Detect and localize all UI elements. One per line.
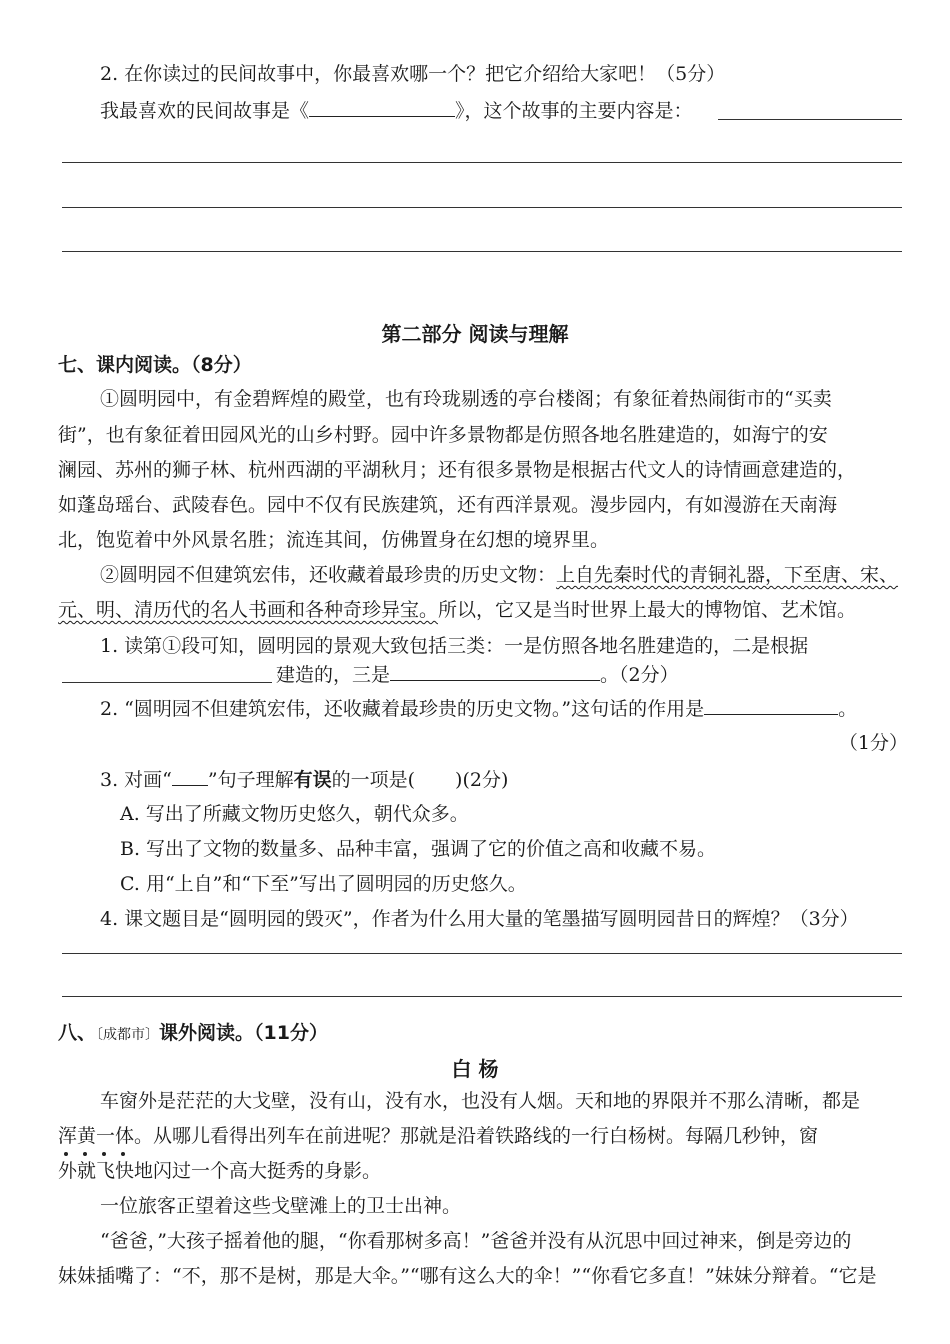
emphasis-dot <box>102 1152 106 1156</box>
section7-header: 七、课内阅读。（8分） <box>58 354 252 376</box>
story-name-blank[interactable] <box>309 98 455 117</box>
story-line: 外就飞快地闪过一个高大挺秀的身影。 <box>58 1160 382 1182</box>
q3-text: )(2分) <box>455 769 509 791</box>
q1-text-a: 建造的，三是 <box>276 664 391 686</box>
p1-line: ①圆明园中，有金碧辉煌的殿堂，也有玲珑剔透的亭台楼阁；有象征着热闹街市的“买卖 <box>100 388 832 410</box>
q2-fill-text-a: 我最喜欢的民间故事是《 <box>100 100 310 122</box>
section8-num: 八、 <box>58 1022 97 1044</box>
answer-line[interactable] <box>62 207 902 208</box>
answer-line[interactable] <box>62 953 902 954</box>
answer-blank[interactable] <box>390 662 600 681</box>
story-line: 一位旅客正望着这些戈壁滩上的卫士出神。 <box>100 1195 462 1217</box>
story-line: 妹妹插嘴了：“不，那不是树，那是大伞。”“哪有这么大的伞！”“你看它多直！”妹妹分辩着。“它是 <box>58 1265 877 1287</box>
q3-option-c: C. 用“上自”和“下至”写出了圆明园的历史悠久。 <box>120 873 527 895</box>
q4-prompt: 4. 课文题目是“圆明园的毁灭”，作者为什么用大量的笔墨描写圆明园昔日的辉煌？（3分） <box>100 908 859 930</box>
q2-reading <box>100 696 857 721</box>
emphasis-dot <box>64 1152 68 1156</box>
p2-text: ②圆明园不但建筑宏伟，还收藏着最珍贵的历史文物： <box>100 564 557 586</box>
p2-line <box>100 563 898 587</box>
story-title: 白 杨 <box>451 1057 499 1081</box>
q3-option-b: B. 写出了文物的数量多、品种丰富，强调了它的价值之高和收藏不易。 <box>120 838 717 860</box>
q3-prompt <box>100 767 508 792</box>
p1-line: 如蓬岛瑶台、武陵春色。园中不仅有民族建筑，还有西洋景观。漫步园内，有如漫游在天南海 <box>58 494 838 516</box>
q2r-text: 2. “圆明园不但建筑宏伟，还收藏着最珍贵的历史文物。”这句话的作用是 <box>100 698 705 720</box>
emphasis-dot <box>121 1152 125 1156</box>
emphasis-dot <box>83 1152 87 1156</box>
q1-line2 <box>276 662 679 687</box>
answer-line[interactable] <box>62 251 902 252</box>
p1-line: 澜园、苏州的狮子林、杭州西湖的平湖秋月；还有很多景物是根据古代文人的诗情画意建造的， <box>58 459 857 481</box>
section8-title: 课外阅读。（11分） <box>159 1022 328 1044</box>
q1-text-b: 。（2分） <box>600 664 679 686</box>
answer-line[interactable] <box>718 119 902 120</box>
answer-line[interactable] <box>62 996 902 997</box>
underlined-sentence: 上自先秦时代的青铜礼器，下至唐、宋、 <box>556 564 899 586</box>
part2-title: 第二部分 阅读与理解 <box>381 322 569 346</box>
q3-option-a: A. 写出了所藏文物历史悠久，朝代众多。 <box>120 803 469 825</box>
p1-line: 街”，也有象征着田园风光的山乡村野。园中许多景物都是仿照各地名胜建造的，如海宁的安 <box>58 424 828 446</box>
section8-header <box>58 1021 328 1047</box>
q2r-end: 。 <box>838 698 858 720</box>
q2-prompt: 2. 在你读过的民间故事中，你最喜欢哪一个？把它介绍给大家吧！（5分） <box>100 63 726 85</box>
q2-fill-text-b: 》，这个故事的主要内容是： <box>455 100 693 122</box>
underline-sample <box>172 767 208 786</box>
answer-line[interactable] <box>62 682 272 683</box>
p1-line: 北，饱览着中外风景名胜；流连其间，仿佛置身在幻想的境界里。 <box>58 529 610 551</box>
answer-line[interactable] <box>62 162 902 163</box>
q3-text: 的一项是( <box>331 769 416 791</box>
q3-text: ”句子理解 <box>207 769 294 791</box>
underlined-sentence: 元、明、清历代的名人书画和各种奇珍异宝。 <box>58 599 439 621</box>
q2-score: （1分） <box>838 732 908 754</box>
story-line: “爸爸，”大孩子摇着他的腿，“你看那树多高！”爸爸并没有从沉思中回过神来，倒是旁边的 <box>100 1230 852 1252</box>
story-line: 车窗外是茫茫的大戈壁，没有山，没有水，也没有人烟。天和地的界限并不那么清晰，都是 <box>100 1090 861 1112</box>
p2-text: 所以，它又是当时世界上最大的博物馆、艺术馆。 <box>438 599 857 621</box>
story-line: 浑黄一体。从哪儿看得出列车在前进呢？那就是沿着铁路线的一行白杨树。每隔几秒钟，窗 <box>58 1125 819 1147</box>
q3-emphasis: 有误 <box>293 769 332 791</box>
region-tag: 〔成都市〕 <box>96 1027 160 1043</box>
answer-blank[interactable] <box>704 696 838 715</box>
q2-fill-line <box>100 98 693 123</box>
p2-line <box>58 598 856 622</box>
q1-line: 1. 读第①段可知，圆明园的景观大致包括三类：一是仿照各地名胜建造的，二是根据 <box>100 635 809 657</box>
q3-text: 3. 对画“ <box>100 769 172 791</box>
